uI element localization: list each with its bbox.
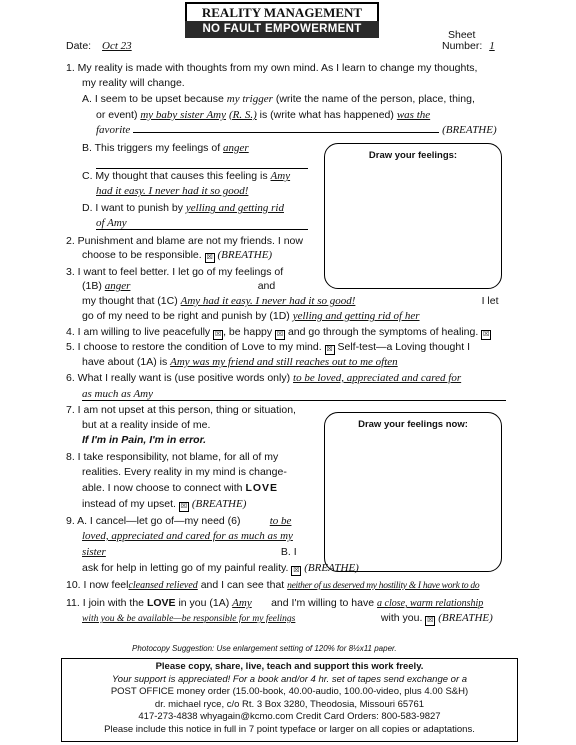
checkbox-icon[interactable]: ☒ — [180, 503, 188, 510]
punish-value-1: yelling and getting rid — [185, 202, 284, 214]
date-value: Oct 23 — [102, 40, 132, 52]
item-11-line2 — [82, 612, 493, 625]
item-1a-text: A. I seem to be upset because — [82, 93, 224, 105]
item-3-line3 — [82, 295, 499, 307]
breathe-5: (BREATHE) — [438, 612, 493, 624]
checkbox-icon[interactable]: ☒ — [326, 346, 333, 353]
happened-underline — [133, 132, 439, 133]
item-8-text2: instead of my upset. — [82, 498, 176, 510]
checkbox-icon[interactable]: ☒ — [214, 331, 222, 338]
photocopy-suggestion: Photocopy Suggestion: Use enlargement setting of 120% for 8½x11 paper. — [132, 644, 397, 653]
my-trigger-text: my trigger — [226, 93, 273, 105]
item-4 — [66, 326, 491, 339]
sheet-label: Sheet — [448, 29, 476, 41]
love-word-2: LOVE — [146, 597, 176, 609]
item-5-text1: 5. I choose to restore the condition of Love to my mind. — [66, 341, 322, 353]
item-9-line3 — [82, 546, 297, 558]
draw-feelings-now-label: Draw your feelings now: — [358, 419, 468, 430]
page-subtitle: NO FAULT EMPOWERMENT TOOLS — [185, 21, 379, 38]
letgo-thought-value: Amy had it easy. I never had it so good! — [180, 295, 356, 307]
item-1-line1: 1. My reality is made with thoughts from my own mind. As I learn to change my thoughts, — [66, 62, 478, 74]
breathe-2: (BREATHE) — [217, 249, 273, 261]
item-4-text2: , be happy — [223, 326, 273, 338]
item-1b-text: B. This triggers my feelings of — [82, 142, 221, 154]
footer-line-1: Please copy, share, live, teach and support this work freely. — [155, 661, 424, 672]
item-7-line1: 7. I am not upset at this person, thing or situation, — [66, 404, 296, 416]
now-feel-value: cleansed relieved — [128, 580, 198, 591]
item-9-text2: ask for help in letting go of my painful reality. — [82, 562, 289, 574]
letgo-feelings-value: anger — [104, 280, 131, 292]
cancel-need-value-2: loved, appreciated and cared for as much as my — [82, 530, 293, 542]
item-1d-line1 — [82, 202, 284, 214]
feelings-value: anger — [223, 142, 249, 154]
item-10-text: 10. I now feel — [66, 579, 129, 591]
item-1a-text2: (write the name of the person, place, thing, — [275, 93, 475, 105]
loving-thought-value: Amy was my friend and still reaches out to me often — [170, 356, 398, 368]
item-3-line2 — [82, 280, 275, 292]
item-11-text4: with you. — [380, 612, 423, 624]
relationship-value: a close, warm relationship — [377, 598, 484, 609]
item-3-1d: go of my need to be right and punish by (1D) — [82, 310, 290, 322]
cancel-need-value-1: to be — [269, 515, 292, 527]
item-7-line3: If I'm in Pain, I'm in error. — [82, 434, 207, 446]
number-value: 1 — [489, 40, 495, 52]
number-label: Number: — [442, 40, 483, 52]
item-10-text2: and I can see that — [200, 579, 285, 591]
item-3-i-let: I let — [481, 295, 499, 307]
item-9-text: 9. A. I cancel—let go of—my need (6) — [66, 515, 241, 527]
item-1d-text: D. I want to punish by — [82, 202, 183, 214]
item-10 — [66, 579, 479, 591]
footer-line-3: POST OFFICE money order (15.00-book, 40.00-audio, 100.00-video, plus 4.00 S&H) — [110, 686, 469, 697]
footer-line-6: Please include this notice in full in 7 point typeface or larger on all copies or adaptations. — [104, 723, 475, 735]
item-1a-what-happened: is (write what has happened) — [259, 109, 394, 121]
item-9-line4 — [82, 562, 359, 575]
checkbox-icon[interactable]: ☒ — [427, 617, 434, 624]
item-1a-line1 — [82, 93, 475, 105]
checkbox-icon[interactable]: ☒ — [276, 331, 284, 338]
relationship-value-2: with you & be available—be responsible for my feelings — [82, 614, 296, 624]
footer-notice — [61, 658, 518, 742]
item-5-line1 — [66, 341, 470, 354]
item-4-text3: and go through the symptoms of healing. — [287, 326, 479, 338]
item-1c-line1 — [82, 170, 290, 182]
item-1a-line2 — [96, 109, 430, 121]
item-1a-or-event: or event) — [96, 109, 138, 121]
item-9-b: B. I — [280, 546, 297, 558]
breathe-3: (BREATHE) — [191, 498, 247, 510]
item-5-line2 — [82, 356, 432, 368]
item-9-line1 — [66, 515, 291, 527]
breathe-4: (BREATHE) — [304, 562, 359, 574]
thought-value-1: Amy — [270, 170, 291, 182]
item-8-line1: 8. I take responsibility, not blame, for all of my — [66, 451, 279, 463]
item-8-line4 — [82, 498, 246, 511]
item-5-text2: Self-test—a Loving thought I — [337, 341, 470, 353]
item-1-line2: my reality will change. — [82, 77, 185, 89]
item-11-text: 11. I join with the — [66, 597, 145, 609]
item-1c-text: C. My thought that causes this feeling is — [82, 170, 268, 182]
item-11-line1 — [66, 597, 483, 609]
item-3-1b: (1B) — [82, 280, 102, 292]
footer-line-5: 417-273-4838 whyagain@kcmo.com Credit Card Orders: 800-583-9827 — [138, 711, 441, 722]
really-want-value-1: to be loved, appreciated and cared for — [293, 372, 462, 384]
item-7-line2: but at a reality inside of me. — [82, 419, 211, 431]
item-2-text: choose to be responsible. — [82, 249, 202, 261]
footer-line-4: dr. michael ryce, c/o Rt. 3 Box 3280, Theodosia, Missouri 65761 — [154, 698, 425, 710]
item-2-line1: 2. Punishment and blame are not my friends. I now — [66, 235, 303, 247]
footer-line-2: Your support is appreciated! For a book and/or 4 hr. set of tapes send exchange or a — [111, 673, 468, 685]
item-8-line2: realities. Every reality in my mind is change- — [82, 466, 287, 478]
punish-value-2: of Amy — [96, 217, 308, 230]
item-8-line3 — [82, 482, 278, 494]
join-person-value: Amy — [232, 597, 252, 609]
love-word: LOVE — [245, 482, 279, 494]
item-3-line1: 3. I want to feel better. I let go of my feelings of — [66, 266, 284, 278]
date-field — [66, 40, 152, 52]
checkbox-icon[interactable]: ☒ — [293, 567, 300, 574]
can-see-value: neither of us deserved my hostility & I have work to do — [287, 581, 480, 591]
draw-feelings-box[interactable] — [324, 143, 502, 289]
letgo-punish-value: yelling and getting rid of her — [292, 310, 420, 322]
trigger-person-value: my baby sister Amy — [140, 109, 227, 121]
really-want-value-2: as much as Amy — [82, 388, 506, 401]
draw-feelings-now-box[interactable] — [324, 412, 502, 572]
draw-feelings-label: Draw your feelings: — [368, 150, 458, 161]
happened-value-1: was the — [396, 109, 431, 121]
item-2-line2 — [82, 249, 272, 262]
item-4-text1: 4. I am willing to live peacefully — [66, 326, 211, 338]
cancel-need-value-3: sister — [82, 546, 106, 558]
sheet-number-field — [442, 40, 507, 52]
item-6-text: 6. What I really want is (use positive words only) — [66, 372, 291, 384]
checkbox-icon[interactable]: ☒ — [206, 254, 213, 261]
date-label: Date: — [66, 40, 92, 52]
happened-value-2: favorite — [96, 124, 131, 136]
item-8-text: able. I now choose to connect with — [82, 482, 243, 494]
breathe-1: (BREATHE) — [442, 124, 497, 136]
item-1b-rule — [96, 168, 308, 169]
thought-value-2: had it easy. I never had it so good! — [96, 185, 249, 197]
item-3-1c: my thought that (1C) — [82, 295, 178, 307]
item-1a-line3 — [96, 124, 508, 136]
item-3-and: and — [257, 280, 276, 292]
item-6-line1 — [66, 372, 461, 384]
item-3-line4 — [82, 310, 491, 322]
item-5-text3: have about (1A) is — [82, 356, 168, 368]
item-11-text2: in you (1A) — [178, 597, 230, 609]
checkbox-icon[interactable]: ☒ — [483, 331, 490, 338]
page-title: REALITY MANAGEMENT — [185, 2, 379, 23]
trigger-initials-value: (R. S.) — [228, 109, 257, 121]
item-1b — [82, 142, 293, 154]
item-11-text3: and I'm willing to have — [271, 597, 375, 609]
